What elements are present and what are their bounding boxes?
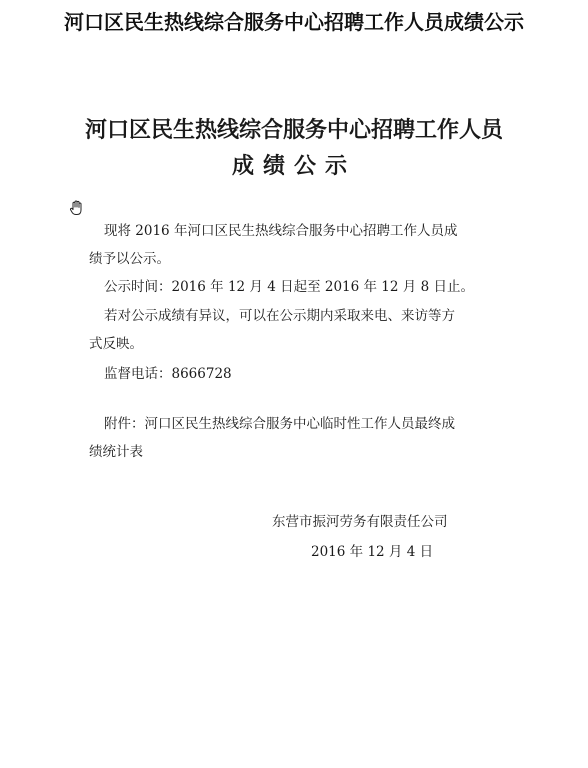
paragraph-objection-continued: 式反映。 bbox=[89, 336, 143, 352]
attachment-line: 附件：河口区民生热线综合服务中心临时性工作人员最终成 bbox=[104, 416, 455, 432]
attachment-line-continued: 绩统计表 bbox=[89, 444, 143, 460]
signature-organization: 东营市振河劳务有限责任公司 bbox=[272, 514, 448, 530]
paragraph-notice-period: 公示时间：2016 年 12 月 4 日起至 2016 年 12 月 8 日止。 bbox=[104, 279, 474, 295]
paragraph-announcement: 现将 2016 年河口区民生热线综合服务中心招聘工作人员成 bbox=[104, 223, 458, 239]
page-header-title: 河口区民生热线综合服务中心招聘工作人员成绩公示 bbox=[64, 10, 524, 34]
document-title: 河口区民生热线综合服务中心招聘工作人员 bbox=[84, 117, 503, 143]
hand-pointer-icon bbox=[68, 199, 86, 217]
supervision-phone: 监督电话：8666728 bbox=[104, 366, 232, 382]
document-subtitle: 成绩公示 bbox=[231, 153, 356, 179]
paragraph-announcement-continued: 绩予以公示。 bbox=[89, 251, 170, 267]
paragraph-objection: 若对公示成绩有异议，可以在公示期内采取来电、来访等方 bbox=[104, 308, 455, 324]
signature-date: 2016 年 12 月 4 日 bbox=[311, 544, 434, 560]
